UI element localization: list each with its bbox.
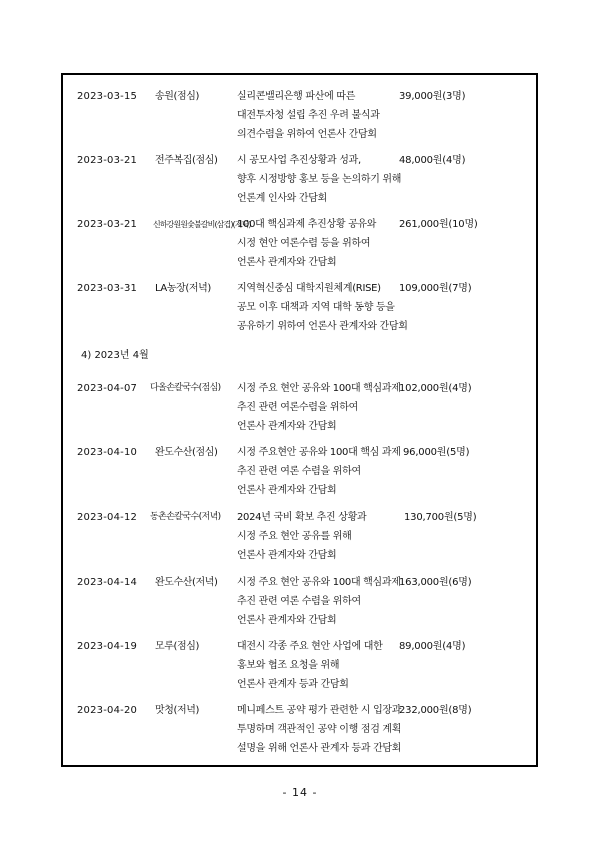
entry-place: LA농장(저녁) (155, 283, 211, 294)
entry-purpose-line: 홍보와 협조 요청을 위해 (237, 660, 340, 671)
entry-amount: 130,700원(5명) (404, 512, 477, 523)
entry-purpose (237, 87, 399, 144)
entry-purpose-line: 언론사 관계자와 간담회 (237, 257, 337, 268)
entry-purpose-line: 향후 시정방향 홍보 등을 논의하기 위해 (237, 174, 402, 185)
entry-purpose-line: 언론사 관계자 등과 간담회 (237, 679, 349, 690)
entry-amount: 48,000원(4명) (399, 155, 466, 166)
entry-purpose-line: 대전투자청 설립 추진 우려 불식과 (237, 110, 380, 121)
entry-purpose-line: 추진 관련 여론수렴을 위하여 (237, 402, 358, 413)
entry-amount: 102,000원(4명) (399, 383, 472, 394)
entry-amount: 261,000원(10명) (399, 219, 478, 230)
entry-place: 송원(점심) (155, 91, 200, 102)
entry-date: 2023-04-10 (77, 447, 138, 458)
entry-date: 2023-04-20 (77, 705, 138, 716)
entry-amount: 96,000원(5명) (403, 447, 470, 458)
entry-date: 2023-03-15 (77, 91, 138, 102)
entry-place: 전주복집(점심) (155, 155, 218, 166)
entry-amount: 232,000원(8명) (399, 705, 472, 716)
entry-purpose-line: 설명을 위해 언론사 관계자 등과 간담회 (237, 743, 402, 754)
entry-date: 2023-04-19 (77, 641, 138, 652)
entry-date: 2023-04-07 (77, 383, 138, 394)
entry-date: 2023-03-31 (77, 283, 138, 294)
entry-date: 2023-03-21 (77, 155, 138, 166)
entry-purpose-line: 대전시 각종 주요 현안 사업에 대한 (237, 641, 383, 652)
entry-purpose-line: 실리콘밸리은행 파산에 따른 (237, 91, 356, 102)
entry-purpose-line: 시정 주요현안 공유와 100대 핵심 과제 (237, 447, 401, 458)
entry-place: 다올손칼국수(점심) (150, 383, 221, 393)
entry-purpose (237, 573, 399, 630)
entry-purpose (237, 279, 408, 336)
section-heading: 4) 2023년 4월 (81, 350, 149, 361)
entry-purpose-line: 2024년 국비 확보 추진 상황과 (237, 512, 367, 523)
entry-purpose-line: 언론사 관계자와 간담회 (237, 421, 337, 432)
entry-place: 동촌손칼국수(저녁) (150, 512, 221, 522)
page-number: - 14 - (282, 786, 318, 799)
entry-purpose-line: 언론사 관계자와 간담회 (237, 615, 337, 626)
entry-amount: 89,000원(4명) (399, 641, 466, 652)
entry-date: 2023-04-14 (77, 577, 138, 588)
entry-date: 2023-03-21 (77, 219, 138, 230)
entry-amount: 163,000원(6명) (399, 577, 472, 588)
entry-place: 완도수산(저녁) (155, 577, 218, 588)
entry-purpose-line: 의견수렴을 위하여 언론사 간담회 (237, 129, 377, 140)
entry-purpose-line: 시정 주요 현안 공유와 100대 핵심과제 (237, 383, 401, 394)
entry-amount: 109,000원(7명) (399, 283, 472, 294)
entry-purpose-line: 투명하며 객관적인 공약 이행 점검 계획 (237, 724, 402, 735)
entry-purpose-line: 언론계 인사와 간담회 (237, 193, 327, 204)
entry-purpose (237, 637, 399, 694)
entry-purpose-line: 시정 현안 여론수렴 등을 위하여 (237, 238, 371, 249)
entry-purpose (237, 508, 399, 565)
entry-purpose (237, 701, 402, 758)
entry-purpose-line: 메니페스트 공약 평가 관련한 시 입장과 (237, 705, 402, 716)
entry-purpose (237, 151, 402, 208)
entry-amount: 39,000원(3명) (399, 91, 466, 102)
entry-place: 모루(점심) (155, 641, 200, 652)
entry-date: 2023-04-12 (77, 512, 138, 523)
entry-purpose-line: 100대 핵심과제 추진상황 공유와 (237, 219, 377, 230)
entry-place: 맛청(저녁) (155, 705, 200, 716)
entry-purpose-line: 지역혁신중심 대학지원체계(RISE) (237, 283, 381, 294)
entry-place: 완도수산(점심) (155, 447, 218, 458)
entry-purpose-line: 공모 이후 대책과 지역 대학 동향 등을 (237, 302, 395, 313)
entry-purpose-line: 언론사 관계자와 간담회 (237, 550, 337, 561)
entry-purpose-line: 공유하기 위하여 언론사 관계자와 간담회 (237, 321, 408, 332)
entry-purpose-line: 시 공모사업 추진상황과 성과, (237, 155, 361, 166)
expense-table-frame (61, 73, 538, 767)
entry-purpose-line: 추진 관련 여론 수렴을 위하여 (237, 466, 361, 477)
entry-purpose-line: 추진 관련 여론 수렴을 위하여 (237, 596, 361, 607)
entry-purpose-line: 시정 주요 현안 공유와 100대 핵심과제 (237, 577, 401, 588)
entry-purpose (237, 379, 399, 436)
entry-purpose (237, 215, 399, 272)
entry-purpose-line: 언론사 관계자와 간담회 (237, 485, 337, 496)
entry-purpose (237, 443, 399, 500)
entry-place: 신하강원원숯불갈비(삼겹)(저녁) (153, 220, 251, 229)
entry-purpose-line: 시정 주요 현안 공유를 위해 (237, 531, 352, 542)
